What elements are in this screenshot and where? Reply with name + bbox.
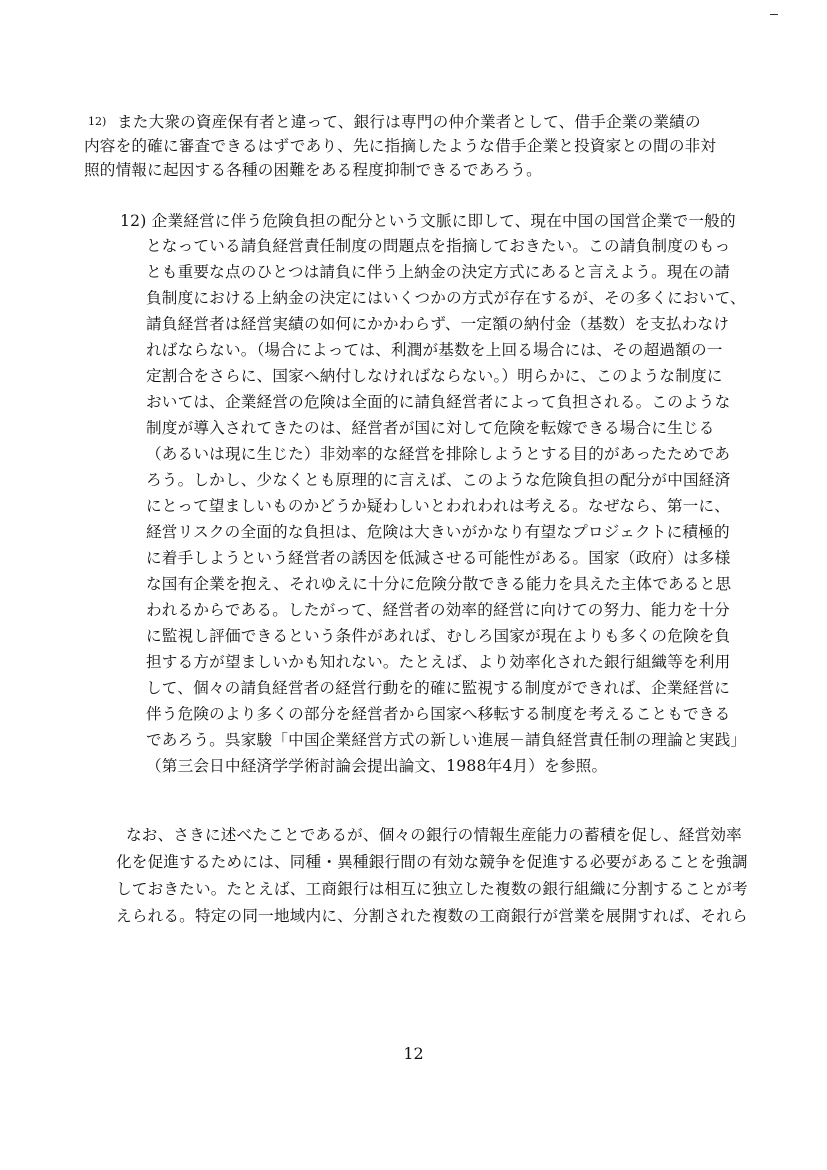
footnote-12-line: 伴う危険のより多くの部分を経営者から国家へ移転する制度を考えることもできる <box>146 705 731 723</box>
footnote-12-line: （第三会日中経済学学術討論会提出論文、1988年4月）を参照。 <box>146 757 608 775</box>
scan-mark <box>770 14 778 15</box>
paragraph-intro-line: 内容を的確に審査できるはずであり、先に指摘したような借手企業と投資家との間の非対 <box>84 137 717 155</box>
footnote-12-line: 担する方が望ましいかも知れない。たとえば、より効率化された銀行組織等を利用 <box>146 653 731 671</box>
footnote-12-line: おいては、企業経営の危険は全面的に請負経営者によって負担される。このような <box>146 393 731 411</box>
footnote-12-line: ればならない。（場合によっては、利潤が基数を上回る場合には、その超過額の一 <box>146 341 723 359</box>
footnote-12-line: となっている請負経営責任制度の問題点を指摘しておきたい。この請負制度のもっ <box>146 237 731 255</box>
paragraph-final-line: 化を促進するためには、同種・異種銀行間の有効な競争を促進する必要があることを強調 <box>116 853 748 871</box>
paragraph-final-line: なお、さきに述べたことであるが、個々の銀行の情報生産能力の蓄積を促し、経営効率 <box>126 826 742 844</box>
footnote-12-line: とも重要な点のひとつは請負に伴う上納金の決定方式にあると言えよう。現在の請 <box>146 263 731 281</box>
footnote-reference: 12) <box>88 115 107 128</box>
footnote-12-line: であろう。呉家駿「中国企業経営方式の新しい進展－請負経営責任制の理論と実践」 <box>146 731 747 749</box>
footnote-12-line: 制度が導入されてきたのは、経営者が国に対して危険を転嫁できる場合に生じる <box>146 419 715 437</box>
footnote-12-line: （あるいは現に生じた）非効率的な経営を排除しようとする目的があったためであ <box>146 445 731 463</box>
footnote-12-line: 12) 企業経営に伴う危険負担の配分という文脈に即して、現在中国の国営企業で一般的 <box>120 212 736 230</box>
footnote-12-line: にとって望ましいものかどうか疑わしいとわれわれは考える。なぜなら、第一に、 <box>146 497 731 515</box>
footnote-12-line: 請負経営者は経営実績の如何にかかわらず、一定額の納付金（基数）を支払わなけ <box>146 315 730 333</box>
footnote-12-line: 定割合をさらに、国家へ納付しなければならない。）明らかに、このような制度に <box>146 367 723 385</box>
paragraph-intro-line: 照的情報に起因する各種の困難をある程度抑制できるであろう。 <box>84 161 542 179</box>
footnote-12-line: に監視し評価できるという条件があれば、むしろ国家が現在よりも多くの危険を負 <box>146 627 731 645</box>
paragraph-final-line: えられる。特定の同一地域内に、分割された複数の工商銀行が営業を展開すれば、それら <box>116 907 748 925</box>
footnote-12-line: に着手しようという経営者の誘因を低減させる可能性がある。国家（政府）は多様 <box>146 549 731 567</box>
paragraph-intro-line: また大衆の資産保有者と違って、銀行は専門の仲介業者として、借手企業の業績の <box>117 113 701 131</box>
footnote-12-line: 経営リスクの全面的な負担は、危険は大きいがかなり有望なプロジェクトに積極的 <box>146 523 730 541</box>
footnote-12-line: ろう。しかし、少なくとも原理的に言えば、このような危険負担の配分が中国経済 <box>146 471 731 489</box>
footnote-12-line: われるからである。したがって、経営者の効率的経営に向けての努力、能力を十分 <box>146 601 730 619</box>
footnote-12-line: して、個々の請負経営者の経営行動を的確に監視する制度ができれば、企業経営に <box>146 679 731 697</box>
paragraph-final-line: しておきたい。たとえば、工商銀行は相互に独立した複数の銀行組織に分割することが考 <box>116 880 748 898</box>
footnote-12-line: な国有企業を抱え、それゆえに十分に危険分散できる能力を具えた主体であると思 <box>146 575 732 593</box>
footnote-12-line: 負制度における上納金の決定にはいくつかの方式が存在するが、その多くにおいて、 <box>146 289 746 307</box>
page-number: 12 <box>403 1044 424 1063</box>
